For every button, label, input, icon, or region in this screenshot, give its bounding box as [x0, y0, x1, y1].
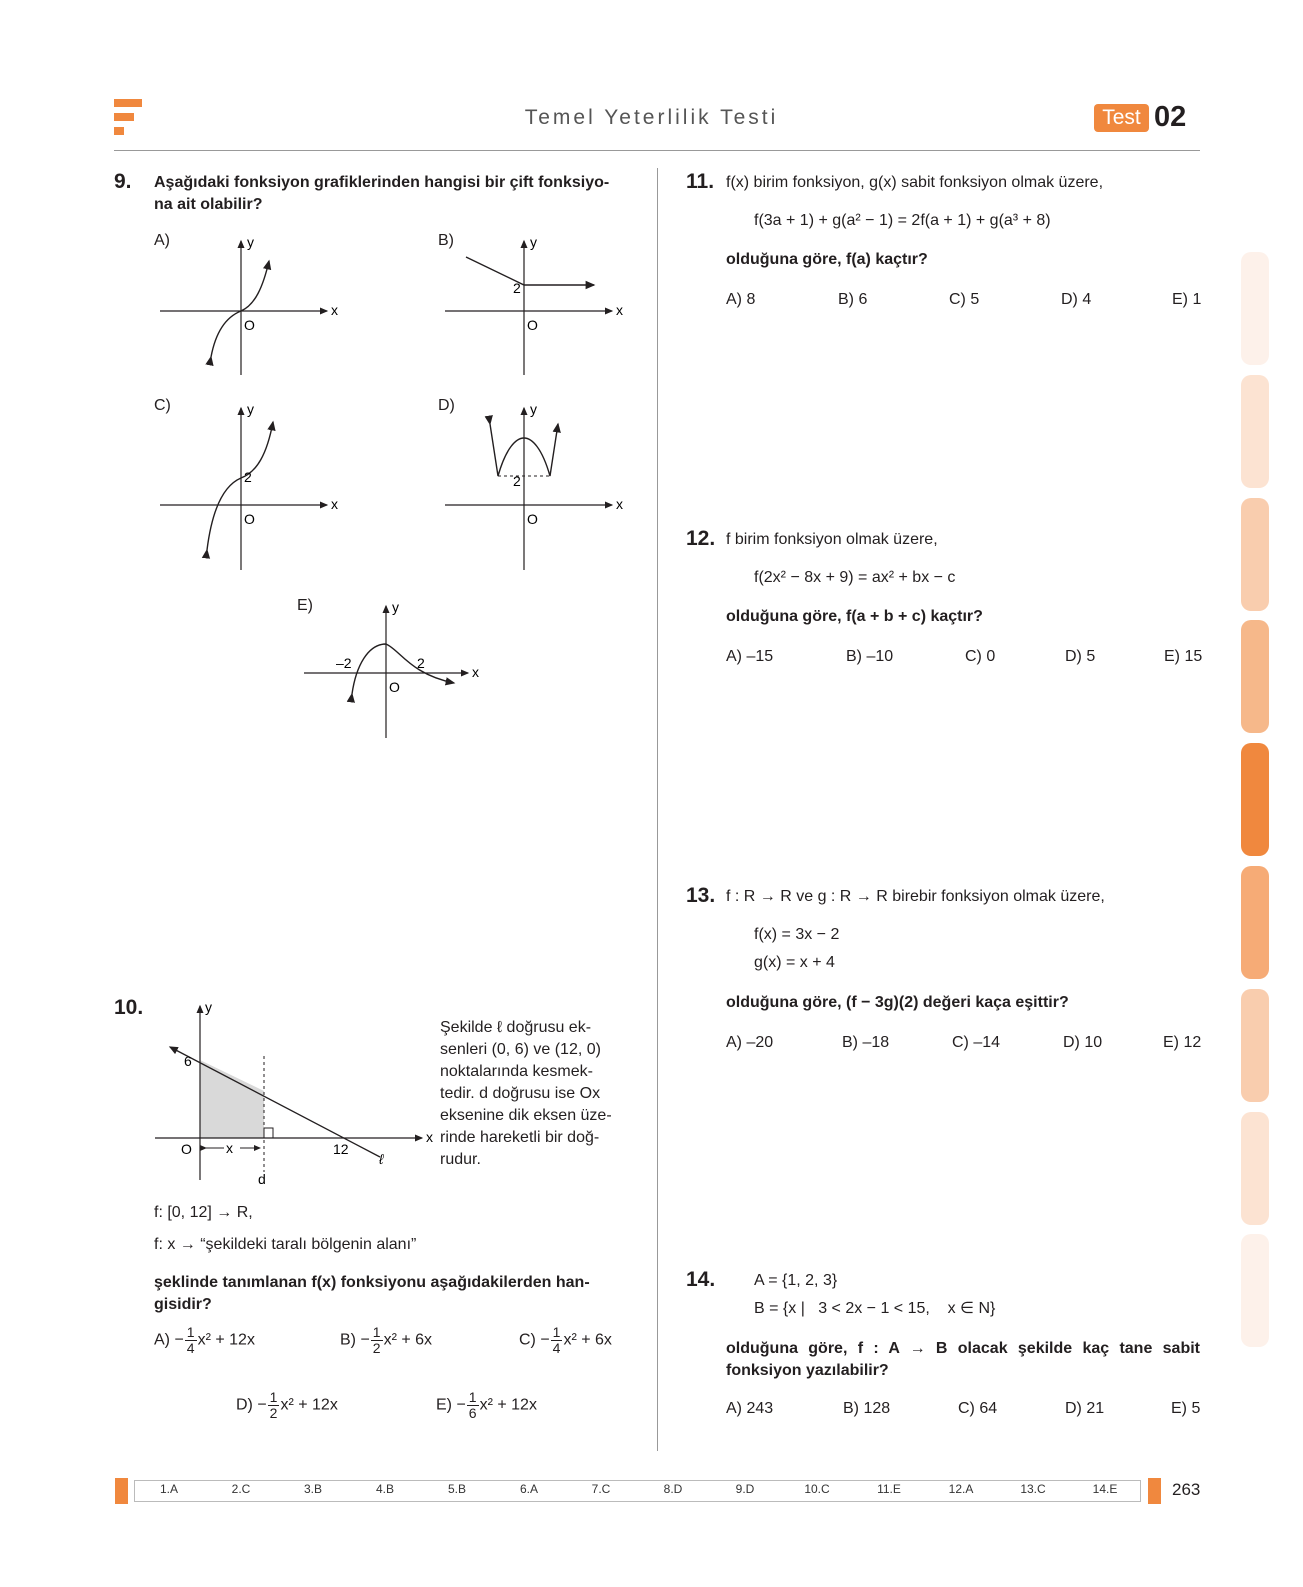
denominator: 4: [552, 1340, 561, 1356]
curve: [352, 644, 454, 694]
graph-e: [300, 600, 500, 740]
desc-line: tedir. d doğrusu ise Ox: [440, 1085, 601, 1102]
equation: f(3a + 1) + g(a² − 1) = 2f(a + 1) + g(a³ + 8): [754, 212, 1051, 229]
desc-line: Şekilde ℓ doğrusu ek-: [440, 1019, 592, 1036]
y-label: y: [392, 600, 399, 615]
question-number: 14.: [686, 1268, 716, 1291]
option-d-label[interactable]: D): [438, 397, 455, 414]
y-label: y: [205, 1000, 212, 1015]
test-badge: Test: [1094, 104, 1149, 132]
answer-item: 11.E: [877, 1482, 901, 1496]
option-c[interactable]: C) 5: [949, 291, 980, 308]
question-text: olduğuna göre, f(a + b + c) kaçtır?: [726, 608, 983, 625]
option-rest: x² + 12x: [280, 1396, 338, 1414]
option-e-label[interactable]: E): [297, 597, 313, 614]
denominator: 2: [372, 1340, 381, 1356]
origin-label: O: [244, 317, 255, 333]
curve: [466, 257, 594, 285]
option-b[interactable]: B) –10: [846, 648, 894, 665]
x-label: x: [472, 664, 479, 680]
x-label: x: [616, 302, 623, 318]
side-tab-7[interactable]: [1241, 989, 1269, 1102]
option-rest: x² + 6x: [563, 1331, 612, 1349]
option-label: A) −: [154, 1331, 184, 1349]
denominator: 6: [468, 1405, 477, 1421]
fraction: [268, 1390, 280, 1421]
option-rest: x² + 12x: [197, 1331, 255, 1349]
page-title: Temel Yeterlilik Testi: [524, 106, 779, 129]
answer-item: 3.B: [303, 1482, 322, 1496]
numerator: 1: [468, 1389, 477, 1405]
x-label: x: [616, 496, 623, 512]
option-d[interactable]: D) 4: [1061, 291, 1092, 308]
question-number: 10.: [114, 996, 144, 1019]
denominator: 4: [186, 1340, 195, 1356]
graph-d: [440, 402, 640, 572]
side-tab-3[interactable]: [1241, 498, 1269, 611]
question-number: 11.: [686, 170, 715, 193]
answer-item: 4.B: [375, 1482, 394, 1496]
option-c[interactable]: C) 64: [958, 1400, 998, 1417]
set-a: A = {1, 2, 3}: [754, 1272, 838, 1289]
shaded-region: [200, 1060, 264, 1138]
numerator: 1: [269, 1389, 278, 1405]
mark-neg-label: –2: [336, 655, 352, 671]
option-c[interactable]: C) –14: [952, 1034, 1001, 1051]
option-rest: x² + 12x: [479, 1396, 537, 1414]
answer-item: 8.D: [663, 1482, 683, 1496]
option-a-label[interactable]: A): [154, 232, 170, 249]
x-label: x: [426, 1129, 433, 1145]
question-text: gisidir?: [154, 1296, 212, 1313]
option-e[interactable]: E) 15: [1164, 648, 1203, 665]
origin-label: O: [181, 1141, 192, 1157]
question-text: olduğuna göre, f(a) kaçtır?: [726, 251, 928, 268]
answer-item: 9.D: [735, 1482, 755, 1496]
desc-line: eksenine dik eksen üze-: [440, 1107, 612, 1124]
side-tab-5[interactable]: [1241, 743, 1269, 856]
option-label: C) −: [519, 1331, 550, 1349]
option-c[interactable]: C) 0: [965, 648, 996, 665]
option-a[interactable]: A) –20: [726, 1034, 774, 1051]
mark-label: 2: [513, 280, 521, 296]
mark-label: 2: [244, 469, 252, 485]
option-e[interactable]: E) 1: [1172, 291, 1202, 308]
option-e[interactable]: [436, 1390, 537, 1421]
twelve-label: 12: [333, 1141, 349, 1157]
side-tab-8[interactable]: [1241, 1112, 1269, 1225]
fraction: [551, 1325, 563, 1356]
fraction: [371, 1325, 383, 1356]
x-label: x: [331, 302, 338, 318]
question-text: fonksiyon yazılabilir?: [726, 1362, 889, 1379]
option-d[interactable]: [236, 1390, 338, 1421]
footer-right-marker: [1148, 1478, 1161, 1504]
answer-item: 6.A: [519, 1482, 538, 1496]
option-a[interactable]: A) 8: [726, 291, 756, 308]
question-intro: f(x) birim fonksiyon, g(x) sabit fonksiyon olmak üzere,: [726, 174, 1104, 191]
graph-a: [155, 235, 355, 380]
desc-line: noktalarında kesmek-: [440, 1063, 593, 1080]
side-tab-9[interactable]: [1241, 1234, 1269, 1347]
option-d[interactable]: D) 21: [1065, 1400, 1105, 1417]
question-intro: f : R → R ve g : R → R birebir fonksiyon olmak üzere,: [726, 888, 1105, 905]
option-a[interactable]: A) 243: [726, 1400, 774, 1417]
numerator: 1: [552, 1324, 561, 1340]
side-tab-1[interactable]: [1241, 252, 1269, 365]
answer-item: 5.B: [447, 1482, 466, 1496]
option-c-label[interactable]: C): [154, 397, 171, 414]
answer-item: 14.E: [1092, 1482, 1118, 1496]
option-b[interactable]: B) –18: [842, 1034, 890, 1051]
option-c[interactable]: [519, 1325, 612, 1356]
option-label: D) −: [236, 1396, 267, 1414]
question-number: 13.: [686, 884, 716, 907]
desc-line: rinde hareketli bir doğ-: [440, 1129, 600, 1146]
x-label: x: [331, 496, 338, 512]
equation-g: g(x) = x + 4: [754, 954, 835, 971]
origin-label: O: [389, 679, 400, 695]
option-a[interactable]: A) –15: [726, 648, 774, 665]
origin-label: O: [527, 317, 538, 333]
option-b[interactable]: B) 128: [843, 1400, 891, 1417]
question-number: 12.: [686, 527, 716, 550]
graph-b: [440, 235, 640, 380]
question-text: Aşağıdaki fonksiyon grafiklerinden hangisi bir çift fonksiyo-: [154, 174, 610, 191]
test-number: 02: [1154, 101, 1187, 133]
column-divider: [657, 168, 658, 1451]
right-angle: [264, 1128, 273, 1138]
side-tab-2[interactable]: [1241, 375, 1269, 488]
fraction: [467, 1390, 479, 1421]
question-intro: f birim fonksiyon olmak üzere,: [726, 531, 938, 548]
ell-label: ℓ: [379, 1151, 384, 1167]
q10-description: [440, 1017, 628, 1171]
option-e[interactable]: E) 12: [1163, 1034, 1202, 1051]
option-b[interactable]: B) 6: [838, 291, 868, 308]
option-b[interactable]: [340, 1325, 432, 1356]
footer-left-marker: [115, 1478, 128, 1504]
answer-item: 12.A: [948, 1482, 974, 1496]
side-tab-4[interactable]: [1241, 620, 1269, 733]
equation: f(2x² − 8x + 9) = ax² + bx − c: [754, 569, 956, 586]
mark-pos-label: 2: [417, 655, 425, 671]
graph-c: [155, 402, 355, 572]
answer-item: 1.A: [159, 1482, 178, 1496]
answer-item: 10.C: [804, 1482, 830, 1496]
y-label: y: [530, 402, 537, 417]
question-text: olduğuna göre, f : A → B olacak şekilde kaç tane sabit: [726, 1340, 1200, 1357]
graph-q10: [150, 1000, 435, 1185]
denominator: 2: [269, 1405, 278, 1421]
y-label: y: [530, 235, 537, 250]
answer-item: 2.C: [231, 1482, 251, 1496]
x-var-label: x: [226, 1140, 233, 1156]
d-label: d: [258, 1171, 266, 1185]
set-b: B = {x | 3 < 2x − 1 < 15, x ∈ N}: [754, 1300, 996, 1317]
y-label: y: [247, 402, 254, 417]
definition-1: f: [0, 12] → R,: [154, 1204, 253, 1221]
origin-label: O: [527, 511, 538, 527]
curve: [211, 261, 269, 357]
question-text: na ait olabilir?: [154, 196, 263, 213]
curve: [207, 422, 273, 550]
option-label: E) −: [436, 1396, 466, 1414]
question-text: şeklinde tanımlanan f(x) fonksiyonu aşağıdakilerden han-: [154, 1274, 590, 1291]
answer-item: 13.C: [1020, 1482, 1046, 1496]
option-d[interactable]: D) 10: [1063, 1034, 1103, 1051]
numerator: 1: [186, 1324, 195, 1340]
option-a[interactable]: [154, 1325, 255, 1356]
y-label: y: [247, 235, 254, 250]
page-number: 263: [1172, 1480, 1201, 1499]
header-divider: [114, 150, 1200, 151]
question-number: 9.: [114, 170, 132, 193]
fraction: [185, 1325, 197, 1356]
equation-f: f(x) = 3x − 2: [754, 926, 840, 943]
numerator: 1: [372, 1324, 381, 1340]
side-tab-6[interactable]: [1241, 866, 1269, 979]
question-text: olduğuna göre, (f − 3g)(2) değeri kaça eşittir?: [726, 994, 1069, 1011]
origin-label: O: [244, 511, 255, 527]
mark-label: 2: [513, 473, 521, 489]
option-e[interactable]: E) 5: [1171, 1400, 1201, 1417]
option-rest: x² + 6x: [383, 1331, 433, 1349]
definition-2: f: x → “şekildeki taralı bölgenin alanı”: [154, 1236, 417, 1253]
option-label: B) −: [340, 1331, 370, 1349]
desc-line: senleri (0, 6) ve (12, 0): [440, 1041, 601, 1058]
option-b-label[interactable]: B): [438, 232, 454, 249]
desc-line: rudur.: [440, 1151, 481, 1168]
six-label: 6: [184, 1053, 192, 1069]
option-d[interactable]: D) 5: [1065, 648, 1096, 665]
answer-item: 7.C: [591, 1482, 611, 1496]
